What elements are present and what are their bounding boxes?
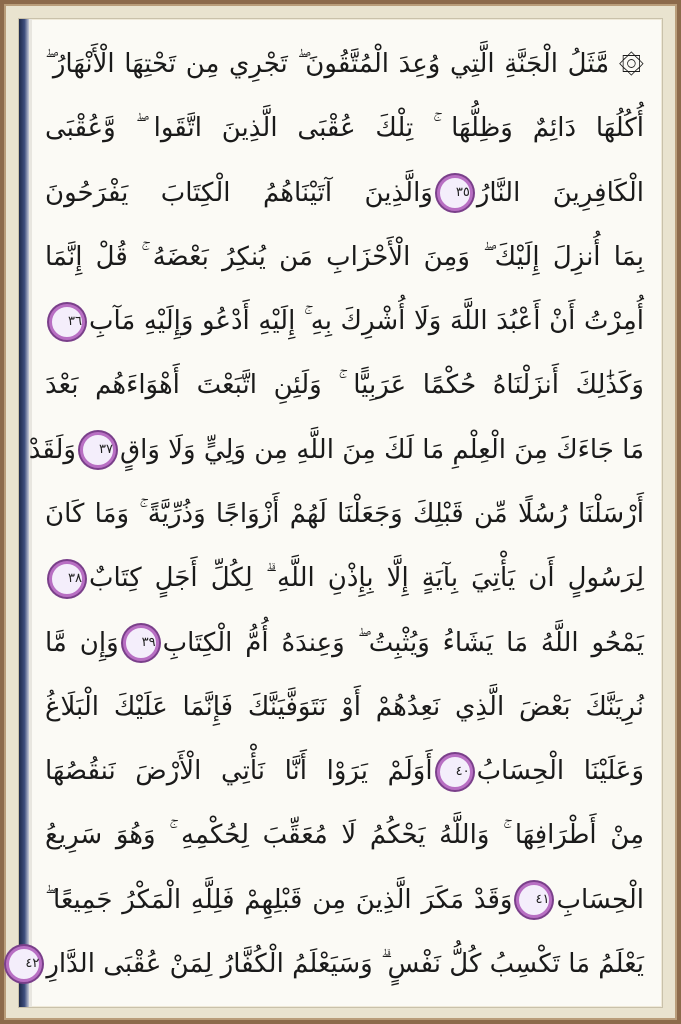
line-text: وَلَقَدْ	[28, 434, 76, 465]
page-border	[4, 4, 677, 1020]
ayah-number-marker: ٣٨	[49, 561, 85, 597]
ayah-number-marker: ٣٧	[80, 432, 116, 468]
ayah-number-marker: ٤١	[516, 882, 552, 918]
text-line	[45, 294, 644, 348]
line-text: أُكُلُهَا دَائِمٌ وَظِلُّهَا ۚ تِلْكَ عُقْبَى الَّذِينَ اتَّقَوا ۖ وَّعُقْبَى	[45, 113, 644, 144]
text-line	[45, 487, 644, 541]
text-line	[45, 358, 644, 412]
ayah-number-marker: ٣٩	[123, 625, 159, 661]
line-text: مَا جَاءَكَ مِنَ الْعِلْمِ مَا لَكَ مِنَ اللَّهِ مِن وَلِيٍّ وَلَا وَاقٍ	[119, 434, 644, 465]
text-line	[25, 937, 644, 991]
spine-edge	[29, 19, 32, 1007]
line-text: لِرَسُولٍ أَن يَأْتِيَ بِآيَةٍ إِلَّا بِإِذْنِ اللَّهِ ۗ لِكُلِّ أَجَلٍ كِتَابٌ	[89, 563, 644, 594]
line-text: أُمِرْتُ أَنْ أَعْبُدَ اللَّهَ وَلَا أُشْرِكَ بِهِ ۚ إِلَيْهِ أَدْعُو وَإِلَيْهِ مَآبِ	[89, 306, 644, 337]
text-line	[45, 551, 644, 605]
line-text: الْكَافِرِينَ النَّارُ	[476, 177, 644, 208]
text-line	[45, 166, 644, 220]
book-spine	[19, 19, 29, 1007]
text-line	[45, 744, 644, 798]
ayah-number-marker: ٤٢	[6, 946, 42, 982]
ayah-number-marker: ٤٠	[437, 754, 473, 790]
line-text: مِنْ أَطْرَافِهَا ۚ وَاللَّهُ يَحْكُمُ لَا مُعَقِّبَ لِحُكْمِهِ ۚ وَهُوَ سَرِيعُ	[45, 820, 644, 851]
text-line	[45, 616, 644, 670]
mushaf-page	[18, 18, 663, 1008]
text-line	[45, 230, 644, 284]
line-text: نُرِيَنَّكَ بَعْضَ الَّذِي نَعِدُهُمْ أَوْ نَتَوَفَّيَنَّكَ فَإِنَّمَا عَلَيْكَ الْبَلَاغُ	[45, 691, 644, 722]
line-text: وَقَدْ مَكَرَ الَّذِينَ مِن قَبْلِهِمْ فَلِلَّهِ الْمَكْرُ جَمِيعًا ۖ	[45, 884, 513, 915]
line-text: ۞ مَّثَلُ الْجَنَّةِ الَّتِي وُعِدَ الْمُتَّقُونَ ۖ تَجْرِي مِن تَحْتِهَا الْأَنْهَارُ ۖ	[45, 49, 644, 79]
line-text: أَرْسَلْنَا رُسُلًا مِّن قَبْلِكَ وَجَعَلْنَا لَهُمْ أَزْوَاجًا وَذُرِّيَّةً ۚ وَمَا كَانَ	[45, 498, 644, 529]
text-line	[45, 808, 644, 862]
text-line	[45, 680, 644, 734]
line-text: أَوَلَمْ يَرَوْا أَنَّا نَأْتِي الْأَرْضَ نَنقُصُهَا	[45, 756, 433, 787]
text-line	[45, 37, 644, 91]
line-text: وَالَّذِينَ آتَيْنَاهُمُ الْكِتَابَ يَفْرَحُونَ	[45, 177, 433, 208]
ayah-number-marker: ٣٥	[437, 175, 473, 211]
text-line	[28, 423, 644, 477]
line-text: الْحِسَابِ	[556, 884, 644, 915]
line-text: وَإِن مَّا	[45, 627, 119, 658]
line-text: بِمَا أُنزِلَ إِلَيْكَ ۖ وَمِنَ الْأَحْزَابِ مَن يُنكِرُ بَعْضَهُ ۚ قُلْ إِنَّمَا	[45, 241, 644, 272]
ayah-number-marker: ٣٦	[49, 304, 85, 340]
line-text: وَعَلَيْنَا الْحِسَابُ	[476, 756, 644, 787]
line-text: يَعْلَمُ مَا تَكْسِبُ كُلُّ نَفْسٍ ۗ وَسَيَعْلَمُ الْكُفَّارُ لِمَنْ عُقْبَى الدَّارِ	[46, 948, 644, 979]
text-line	[45, 101, 644, 155]
line-text: وَكَذَٰلِكَ أَنزَلْنَاهُ حُكْمًا عَرَبِيًّا ۚ وَلَئِنِ اتَّبَعْتَ أَهْوَاءَهُم بَعْدَ	[45, 370, 644, 401]
quran-text	[25, 37, 644, 991]
line-text: يَمْحُو اللَّهُ مَا يَشَاءُ وَيُثْبِتُ ۖ وَعِندَهُ أُمُّ الْكِتَابِ	[162, 627, 644, 658]
text-line	[45, 873, 644, 927]
